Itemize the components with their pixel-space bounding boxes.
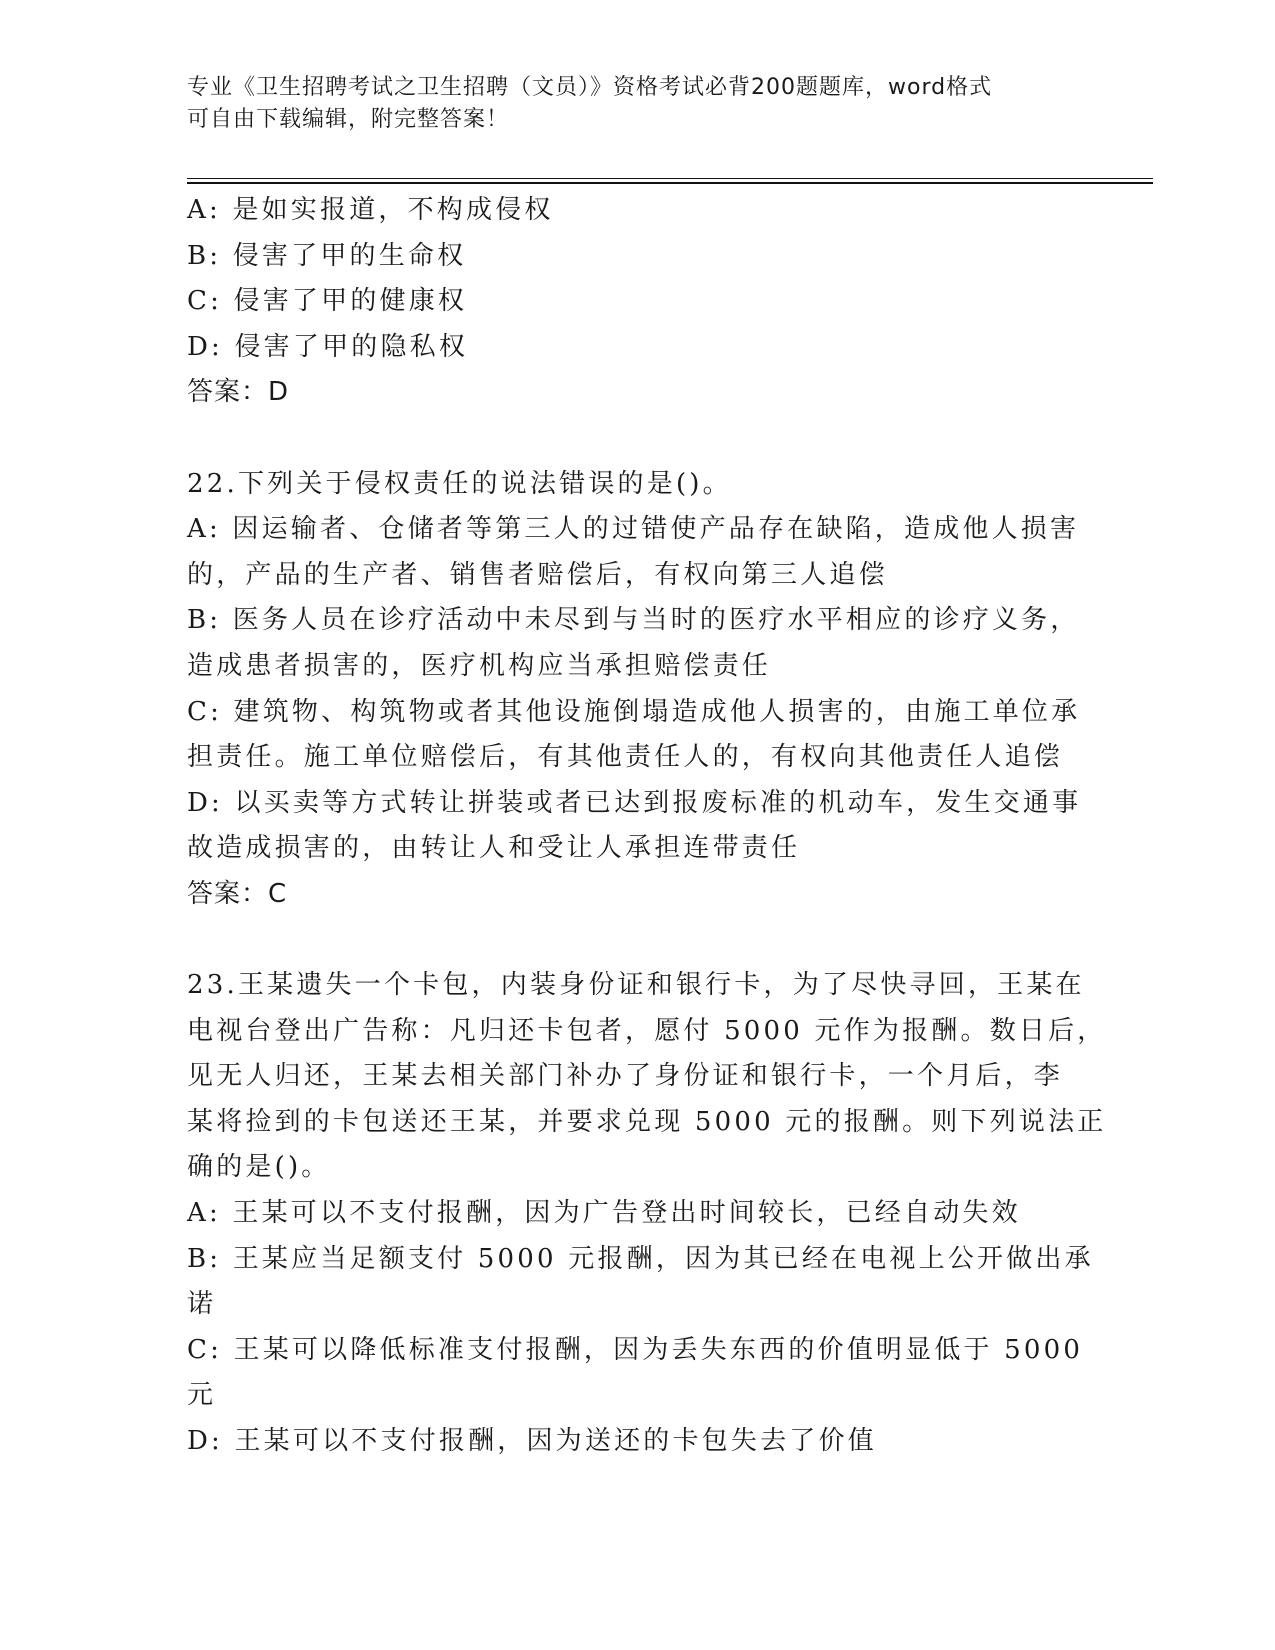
header-line-1: 专业《卫生招聘考试之卫生招聘（文员）》资格考试必背200题题库，word格式 [187,75,993,100]
option-a: A: 因运输者、仓储者等第三人的过错使产品存在缺陷，造成他人损害 [187,514,1080,545]
option-a: A: 是如实报道，不构成侵权 [187,195,554,225]
header-line-2: 可自由下载编辑，附完整答案！ [187,107,510,132]
option-d: D: 侵害了甲的隐私权 [187,331,469,362]
answer: 答案：D [187,377,290,408]
header-divider-thick [187,182,1153,184]
option-c: C: 侵害了甲的健康权 [187,286,468,317]
question-stem: 22.下列关于侵权责任的说法错误的是()。 [187,468,732,499]
question-stem-cont: 电视台登出广告称：凡归还卡包者，愿付 5000 元作为报酬。数日后， [187,1015,1107,1046]
option-c-cont: 元 [187,1380,217,1411]
question-23 [187,963,1107,1465]
option-c: C: 王某可以降低标准支付报酬，因为丢失东西的价值明显低于 5000 [187,1334,1084,1365]
question-stem-cont: 某将捡到的卡包送还王某，并要求兑现 5000 元的报酬。则下列说法正 [187,1106,1107,1137]
question-stem-cont: 见无人归还，王某去相关部门补办了身份证和银行卡，一个月后，李 [187,1061,1064,1092]
question-stem-cont: 确的是()。 [187,1152,331,1183]
question-22 [187,462,1087,918]
spacer [187,918,1087,964]
answer: 答案：C [187,878,288,909]
option-c: C: 建筑物、构筑物或者其他设施倒塌造成他人损害的，由施工单位承 [187,696,1081,727]
option-d: D: 王某可以不支付报酬，因为送还的卡包失去了价值 [187,1426,877,1457]
question-21-options [187,188,1087,416]
option-c-cont: 担责任。施工单位赔偿后，有其他责任人的，有权向其他责任人追偿 [187,742,1064,773]
option-a-cont: 的，产品的生产者、销售者赔偿后，有权向第三人追偿 [187,559,888,590]
option-a: A: 王某可以不支付报酬，因为广告登出时间较长，已经自动失效 [187,1198,1021,1229]
option-d-cont: 故造成损害的，由转让人和受让人承担连带责任 [187,833,801,864]
option-b: B: 医务人员在诊疗活动中未尽到与当时的医疗水平相应的诊疗义务， [187,605,1080,636]
header-divider-thin [187,178,1153,179]
option-b-cont: 诺 [187,1289,217,1320]
option-b: B: 侵害了甲的生命权 [187,240,467,271]
document-header [187,72,1067,136]
question-stem: 23.王某遗失一个卡包，内装身份证和银行卡，为了尽快寻回，王某在 [187,970,1085,1001]
spacer [187,416,1087,462]
option-b-cont: 造成患者损害的，医疗机构应当承担赔偿责任 [187,650,772,681]
option-b: B: 王某应当足额支付 5000 元报酬，因为其已经在电视上公开做出承 [187,1243,1094,1274]
document-body [187,188,1107,1465]
option-d: D: 以买卖等方式转让拼装或者已达到报废标准的机动车，发生交通事 [187,787,1082,818]
